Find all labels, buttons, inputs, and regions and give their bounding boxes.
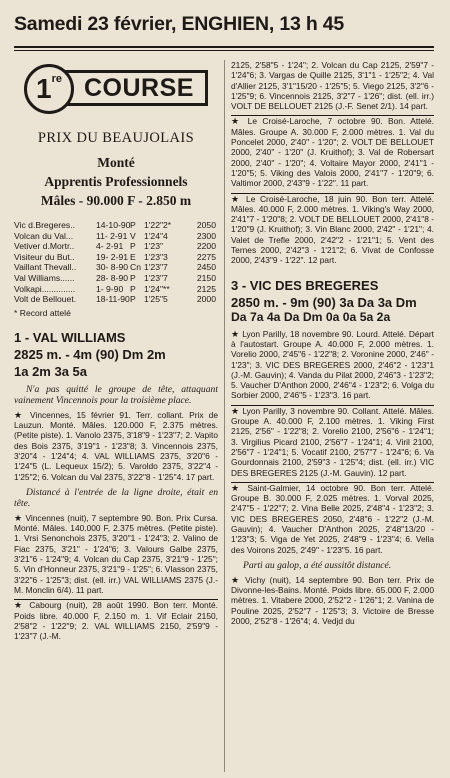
race-entry: ★ Vincennes, 15 février 91. Terr. collant. Prix de Lauzun. Monté. Mâles. 120.000 F, 2.375 mètres. (Petite piste). 1. Vanolo 2375, 3'18"9 - 1'23"7; 2. Vapito des Bois 2375, 3'19"1 - 1'23"8; 3. Vincennois 2375, 3'20"4 - 1'24"4; 4. VAL WILLIAMS 2375, 3'20"6 - 1'24"5 (L. Lequeux 15/2); 5. Varoldo 2375, 3'22"4 - 1'25"2; 6. Volcan du Val 2375, 3'22"8 - 1'25"4. 17 part. [14,409,218,482]
star-icon: ★ [231,405,240,416]
runner-row: Vetiver d.Mortr.. 4- 2-91 P 1'23" 2200 [14,241,216,252]
condition-category: Apprentis Professionnels [44,174,188,189]
race-comment: Parti au galop, a été aussitôt distancé. [243,559,392,571]
record-note: * Record attelé [14,307,71,318]
horse-form-line: 1a 2m 3a 5a [14,363,88,379]
prix-title: PRIX DU BEAUJOLAIS [37,130,195,146]
star-icon: ★ [14,409,25,420]
race-entry: ★ Cabourg (nuit), 28 août 1990. Bon terr. Monté. Poids libre. 40.000 F, 2.150 m. 1. Vif Eclair 2150, 2'58"2 - 1'22"9; 2. VAL WILLIAMS 2150, 2'59"9 - 1'23"7 (J.-M. [14,600,218,642]
star-icon: ★ [231,574,241,585]
race-entry: ★ Lyon Parilly, 3 novembre 90. Collant. Attelé. Mâles. Groupe A. 40.000 F, 2.100 mètres. 1. Viking First 2125, 2'56" - 1'22"8; 2. Vorelio 2100, 2'56"6 - 1'24"1; 3. Virgilius Picard 2100, 2'56"7 - 1'24"1; 4. Viril 2100, 2'56"7 - 1'24"1; 5. Vocatif 2100, 2'57"7 - 1'24"6; 6. Va Gourdonnais 2100, 2'59"3 - 1'25"4; dist. (ell. irr.) VIC DES BREGERES 2125 (J.-M. Gauvin). 12 part. [231,405,434,478]
runner-row: Visiteur du But.. 19- 2-91 E 1'23"3 2275 [14,251,216,262]
condition-discipline: Monté [97,155,135,170]
header-rule-top [14,46,434,48]
race-comment: Distancé à l'entrée de la ligne droite, était en tête. [14,486,218,509]
race-entry: ★ Vincennes (nuit), 7 septembre 90. Bon. Prix Cursa. Monté. Mâles. 140.000 F, 2.375 mètres. (Petite piste). 1. Vrsi Senonchois 2375, 3'20"1 - 1'24"3; 2. Valino de Fiac 2375, 3'21" - 1'24"6; 3. Valours Galbe 2375, 3'21"6 - 1'24"9; 4. Volcan du Cap 2375, 3'21"9 - 1'25"; 5. Vin d'Honneur 2375, 3'21"9 - 1'25"; 6. Vlasson 2375, 3'22"6 - 1'25"3; dist. (ell. irr.) VAL WILLIAMS 2375 (J.-M. Monclin 6/4). 11 part. [14,512,218,595]
star-icon: ★ [231,482,243,493]
race-entry: ★ Saint-Galmier, 14 octobre 90. Bon terr. Attelé. Groupe B. 30.000 F, 2.025 mètres. 1. Vorval 2025, 2'47"5 - 1'22"7; 2. Vina Belle 2025, 2'48"4 - 1'23"2; 3. VIC DES BREGERES 2050, 2'48"6 - 1'22"2 (J.-M. Gauvin); 4. Vaucher D'Anthon 2025, 2'48"13/20 - 1'23"3; 5. Viga de Yet 2025, 2'48"9 - 1'23"4; 6. Vella des Voirons 2025, 2'49" - 1'23"5. 16 part. [231,482,434,555]
star-icon: ★ [14,600,25,611]
right-column [231,60,434,772]
star-icon: ★ [231,193,242,204]
race-entry: ★ Le Croisé-Laroche, 7 octobre 90. Bon. Attelé. Mâles. Groupe A. 30.000 F, 2.000 mètres. 1. Val du Poncelet 2000, 2'40" - 1'20"; 2. VOLT DE BELLOUET 2000, 2'40" - 1'20" (J. Kruithof); 3. Val de Robersart 2000, 2'40" - 1'20"; 4. Voltaire Mayor 2000, 2'41"1 - 1'20"5; 5. Viking des Valois 2000, 2'41"7 - 1'20"9; 6. Valtimor 2000, 2'43"9 - 1'22". 11 part. [231,116,434,189]
runners-table [14,220,218,305]
runner-row: Vaillant Thevall.. 30- 8-90 Cn 1'23"7 2450 [14,262,216,273]
runner-row: Volkapi.............. 1- 9-90 P 1'24"** 2125 [14,283,216,294]
star-icon: ★ [14,512,23,523]
runner-row: Volt de Bellouet. 18-11-90 P 1'25"5 2000 [14,294,216,305]
star-icon: ★ [231,328,240,339]
horse-form-line: 2825 m. - 4m (90) Dm 2m [14,346,166,362]
horse-form-line: Da 7a 4a Da Dm 0a 0a 5a 2a [231,309,391,324]
runner-row: Volcan du Val... 11- 2-91 V 1'24"4 2300 [14,230,216,241]
star-icon: ★ [231,116,243,127]
horse-title: 1 - VAL WILLIAMS [14,329,126,345]
runner-row: Vic d.Bregeres.. 14-10-90 P 1'22"2* 2050 [14,220,216,230]
course-number-badge [24,64,74,114]
horse-form-line: 2850 m. - 9m (90) 3a Da 3a Dm [231,294,417,310]
race-entry: 2125, 2'58"5 - 1'24"; 2. Volcan du Cap 2125, 2'59"7 - 1'24"6; 3. Vargas de Quille 2125, 3'1"1 - 1'25"2; 4. Val d'Allier 2125, 3'1"15/20 - 1'25"5; 5. Viego 2125, 3'2"6 - 1'25"9; 6. Vincennois 2125, 3'2"7 - 1'26"; dist. (ell. irr.) VOLT DE BELLOUET 2125 (J.-F. Senet 2/1). 14 part. [231,60,434,112]
race-entry: ★ Lyon Parilly, 18 novembre 90. Lourd. Attelé. Départ à l'autostart. Groupe A. 40.000 F, 2.000 mètres. 1. Vorelio 2000, 2'45"6 - 1'22"8; 2. Voronine 2000, 2'46" - 1'23"; 3. VIC DES BREGERES 2000, 2'46"2 - 1'23"1 (J.-M. Gauvin); 4. Vanda du Pilat 2000, 2'46"3 - 1'23"2; 5. Vaucher D'Anthon 2000, 2'46"4 - 1'23"2; 6. Volga du Sorbier 2000, 2'46"5 - 1'23"3. 16 part. [231,328,434,401]
race-entry: ★ Le Croisé-Laroche, 18 juin 90. Bon terr. Attelé. Mâles. 40.000 F, 2.000 mètres. 1. Viking's Way 2000, 2'41"7 - 1'20"8; 2. VOLT DE BELLOUET 2000, 2'41"8 - 1'20"9 (J. Kruithof); 3. Vin Blanc 2000, 2'42" - 1'21"; 4. Valet de Trefle 2000, 2'42"2 - 1'21"1; 5. Vent des Ternes 2000, 2'42"3 - 1'21"2; 6. Vivat de Confosse 2000, 2'43"9 - 1'22". 12 part. [231,193,434,266]
course-number-suffix: re [51,73,62,85]
runner-row: Val Williams...... 28- 8-90 P 1'23"7 2150 [14,272,216,283]
page-header: Samedi 23 février, ENGHIEN, 13 h 45 [14,13,345,35]
column-divider [224,60,225,772]
header-rule-bottom [14,50,434,51]
condition-purse: Mâles - 90.000 F - 2.850 m [40,193,192,208]
left-column [14,60,218,772]
course-banner [14,64,218,124]
course-label: COURSE [58,70,208,106]
horse-title: 3 - VIC DES BREGERES [231,277,379,293]
race-comment: N'a pas quitté le groupe de tête, attaquant vainement Vincennois pour la troisième place. [14,383,218,406]
course-number: 1 [36,73,52,104]
race-entry: ★ Vichy (nuit), 14 septembre 90. Bon terr. Prix de Divonne-les-Bains. Monté. Poids libre. 65.000 F, 2.000 mètres. 1. Vitabere 2000, 2'52"2 - 1'26"1; 2. Vanina de Pouline 2025, 2'52"7 - 1'25"3; 3. Victoire de Bresse 2000, 2'52"8 - 1'26"4; 4. Vedjd du [231,574,434,627]
